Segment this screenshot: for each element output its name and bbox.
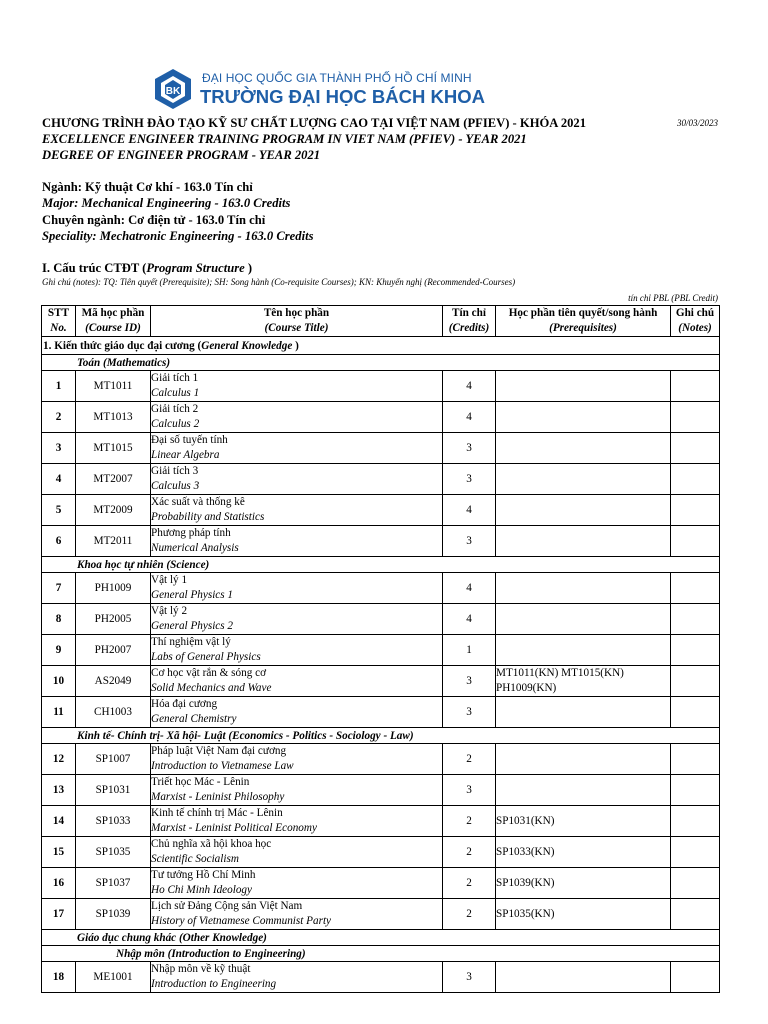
header-prereq: Học phần tiên quyết/song hành (Prerequisites) xyxy=(496,306,671,337)
course-notes xyxy=(671,837,720,868)
course-title-cell xyxy=(151,899,443,930)
course-title-en: Numerical Analysis xyxy=(151,542,239,554)
prereq-item: PH1009(KN) xyxy=(496,682,557,694)
course-title-cell xyxy=(151,744,443,775)
table-row xyxy=(42,495,720,526)
course-notes xyxy=(671,526,720,557)
course-title-vi: Phương pháp tính xyxy=(151,527,231,539)
course-notes xyxy=(671,433,720,464)
table-row xyxy=(42,573,720,604)
logo-mark-text: BK xyxy=(165,86,181,97)
course-title-vi: Xác suất và thống kê xyxy=(151,496,245,508)
category-row xyxy=(42,557,720,573)
table-row xyxy=(42,744,720,775)
course-title-en: Introduction to Engineering xyxy=(151,978,277,990)
category-cell xyxy=(42,946,720,962)
course-notes xyxy=(671,402,720,433)
course-id: CH1003 xyxy=(76,697,151,728)
course-number: 9 xyxy=(42,635,76,666)
course-number: 17 xyxy=(42,899,76,930)
category-cell xyxy=(42,728,720,744)
course-title-vi: Nhập môn về kỹ thuật xyxy=(151,963,251,975)
course-title-vi: Tư tưởng Hồ Chí Minh xyxy=(151,869,256,881)
course-title-en: Labs of General Physics xyxy=(151,651,261,663)
course-table xyxy=(41,305,720,993)
table-row xyxy=(42,433,720,464)
prereq-item: SP1031(KN) xyxy=(496,814,555,827)
course-title-en: Scientific Socialism xyxy=(151,853,239,865)
section-row xyxy=(42,337,720,355)
course-prereq xyxy=(496,744,671,775)
course-id: SP1031 xyxy=(76,775,151,806)
course-title-cell xyxy=(151,806,443,837)
course-title-cell xyxy=(151,433,443,464)
course-title-en: General Physics 2 xyxy=(151,620,234,632)
course-title-vi: Chủ nghĩa xã hội khoa học xyxy=(151,838,272,850)
table-row xyxy=(42,464,720,495)
category-label: Toán (Mathematics) xyxy=(77,356,171,369)
table-row xyxy=(42,371,720,402)
course-title-vi: Kinh tế chính trị Mác - Lênin xyxy=(151,807,283,819)
course-title-cell xyxy=(151,573,443,604)
course-title-vi: Cơ học vật rắn & sóng cơ xyxy=(151,667,266,679)
course-prereq xyxy=(496,604,671,635)
header-notes: Ghi chú (Notes) xyxy=(671,306,720,337)
course-title-vi: Pháp luật Việt Nam đại cương xyxy=(151,745,287,757)
major-vi: Ngành: Kỹ thuật Cơ khí - 163.0 Tín chỉ xyxy=(42,180,253,194)
logo-line2: TRƯỜNG ĐẠI HỌC BÁCH KHOA xyxy=(200,86,485,107)
section-label: 1. Kiến thức giáo dục đại cương (General Knowledge ) xyxy=(42,337,720,355)
table-row xyxy=(42,526,720,557)
table-header-row xyxy=(42,306,720,337)
course-title-en: Solid Mechanics and Wave xyxy=(151,682,272,694)
course-prereq xyxy=(496,775,671,806)
course-id: SP1037 xyxy=(76,868,151,899)
course-prereq xyxy=(496,635,671,666)
course-title-en: Marxist - Leninist Political Economy xyxy=(151,822,317,834)
course-notes xyxy=(671,899,720,930)
program-title-en: EXCELLENCE ENGINEER TRAINING PROGRAM IN VIET NAM (PFIEV) - YEAR 2021 xyxy=(42,132,527,146)
table-row xyxy=(42,899,720,930)
course-credits: 2 xyxy=(443,837,496,868)
course-title-cell xyxy=(151,402,443,433)
table-row xyxy=(42,868,720,899)
course-credits: 3 xyxy=(443,666,496,697)
course-prereq xyxy=(496,526,671,557)
course-id: PH2007 xyxy=(76,635,151,666)
course-title-vi: Triết học Mác - Lênin xyxy=(151,776,250,788)
course-title-cell xyxy=(151,868,443,899)
course-notes xyxy=(671,744,720,775)
header-title: Tên học phần (Course Title) xyxy=(151,306,443,337)
course-prereq xyxy=(496,495,671,526)
course-notes xyxy=(671,371,720,402)
speciality-vi: Chuyên ngành: Cơ điện tử - 163.0 Tín chỉ xyxy=(42,213,266,227)
course-title-cell xyxy=(151,837,443,868)
course-credits: 4 xyxy=(443,402,496,433)
course-id: MT2007 xyxy=(76,464,151,495)
course-title-cell xyxy=(151,371,443,402)
course-title-en: General Chemistry xyxy=(151,713,237,725)
course-number: 5 xyxy=(42,495,76,526)
course-credits: 1 xyxy=(443,635,496,666)
category-label: Nhập môn (Introduction to Engineering) xyxy=(116,947,306,960)
university-logo xyxy=(150,68,485,112)
course-title-cell xyxy=(151,635,443,666)
course-prereq xyxy=(496,837,671,868)
course-title-vi: Thí nghiệm vật lý xyxy=(151,636,231,648)
course-title-en: Ho Chi Minh Ideology xyxy=(151,884,252,896)
course-title-cell xyxy=(151,526,443,557)
table-row xyxy=(42,775,720,806)
course-prereq xyxy=(496,868,671,899)
course-title-vi: Giải tích 2 xyxy=(151,403,199,415)
course-credits: 2 xyxy=(443,744,496,775)
course-prereq xyxy=(496,464,671,495)
course-id: SP1007 xyxy=(76,744,151,775)
category-row xyxy=(42,355,720,371)
course-id: SP1033 xyxy=(76,806,151,837)
category-cell xyxy=(42,930,720,946)
course-credits: 3 xyxy=(443,697,496,728)
course-title-vi: Vật lý 1 xyxy=(151,574,188,586)
course-prereq xyxy=(496,697,671,728)
course-notes xyxy=(671,806,720,837)
course-id: MT2009 xyxy=(76,495,151,526)
header-credits: Tín chỉ (Credits) xyxy=(443,306,496,337)
course-notes xyxy=(671,573,720,604)
course-title-cell xyxy=(151,697,443,728)
table-row xyxy=(42,806,720,837)
course-number: 3 xyxy=(42,433,76,464)
course-prereq xyxy=(496,402,671,433)
hcmut-logo-icon xyxy=(150,68,196,112)
course-number: 11 xyxy=(42,697,76,728)
course-notes xyxy=(671,697,720,728)
table-row xyxy=(42,402,720,433)
course-id: SP1035 xyxy=(76,837,151,868)
course-number: 18 xyxy=(42,962,76,993)
course-title-vi: Giải tích 1 xyxy=(151,372,199,384)
course-credits: 3 xyxy=(443,775,496,806)
course-credits: 4 xyxy=(443,573,496,604)
course-title-en: General Physics 1 xyxy=(151,589,234,601)
course-number: 16 xyxy=(42,868,76,899)
course-title-cell xyxy=(151,495,443,526)
course-prereq xyxy=(496,806,671,837)
course-title-en: Linear Algebra xyxy=(151,449,220,461)
course-prereq xyxy=(496,573,671,604)
logo-line1: ĐẠI HỌC QUỐC GIA THÀNH PHỐ HỒ CHÍ MINH xyxy=(202,71,472,85)
course-title-cell xyxy=(151,666,443,697)
course-notes xyxy=(671,962,720,993)
course-credits: 3 xyxy=(443,433,496,464)
course-credits: 3 xyxy=(443,526,496,557)
prereq-item: SP1033(KN) xyxy=(496,845,555,858)
course-title-vi: Hóa đại cương xyxy=(151,698,218,710)
course-prereq xyxy=(496,371,671,402)
course-credits: 4 xyxy=(443,495,496,526)
course-title-cell xyxy=(151,604,443,635)
course-number: 1 xyxy=(42,371,76,402)
course-title-en: History of Vietnamese Communist Party xyxy=(151,915,332,927)
course-notes xyxy=(671,635,720,666)
course-credits: 3 xyxy=(443,962,496,993)
course-notes xyxy=(671,495,720,526)
speciality-en: Speciality: Mechatronic Engineering - 163.0 Credits xyxy=(42,229,314,243)
course-title-en: Introduction to Vietnamese Law xyxy=(151,760,294,772)
category-row xyxy=(42,930,720,946)
degree-title: DEGREE OF ENGINEER PROGRAM - YEAR 2021 xyxy=(42,148,321,162)
course-number: 12 xyxy=(42,744,76,775)
course-id: MT1015 xyxy=(76,433,151,464)
course-number: 2 xyxy=(42,402,76,433)
course-credits: 2 xyxy=(443,868,496,899)
course-title-en: Marxist - Leninist Philosophy xyxy=(151,791,285,803)
course-number: 13 xyxy=(42,775,76,806)
course-credits: 4 xyxy=(443,371,496,402)
course-notes xyxy=(671,604,720,635)
category-cell xyxy=(42,355,720,371)
course-id: ME1001 xyxy=(76,962,151,993)
course-title-en: Calculus 3 xyxy=(151,480,200,492)
category-label: Khoa học tự nhiên (Science) xyxy=(77,558,210,571)
course-id: MT2011 xyxy=(76,526,151,557)
prereq-item: MT1011(KN) MT1015(KN) xyxy=(496,667,624,679)
course-id: PH1009 xyxy=(76,573,151,604)
table-row xyxy=(42,962,720,993)
major-en: Major: Mechanical Engineering - 163.0 Credits xyxy=(42,196,291,210)
table-row xyxy=(42,666,720,697)
table-row xyxy=(42,697,720,728)
pbl-credit-note: tín chỉ PBL (PBL Credit) xyxy=(628,293,718,303)
course-title-en: Calculus 2 xyxy=(151,418,200,430)
course-prereq xyxy=(496,666,671,697)
category-row xyxy=(42,728,720,744)
header-stt: STT No. xyxy=(42,306,76,337)
category-label: Kinh tế- Chính trị- Xã hội- Luật (Economics - Politics - Sociology - Law) xyxy=(77,729,414,742)
course-id: PH2005 xyxy=(76,604,151,635)
course-title-en: Probability and Statistics xyxy=(151,511,265,523)
course-title-vi: Vật lý 2 xyxy=(151,605,188,617)
course-credits: 4 xyxy=(443,604,496,635)
course-prereq xyxy=(496,962,671,993)
course-title-cell xyxy=(151,962,443,993)
course-number: 15 xyxy=(42,837,76,868)
course-title-vi: Giải tích 3 xyxy=(151,465,199,477)
header-code: Mã học phần (Course ID) xyxy=(76,306,151,337)
course-title-vi: Lịch sử Đảng Cộng sản Việt Nam xyxy=(151,900,303,912)
prereq-item: SP1039(KN) xyxy=(496,876,555,889)
course-credits: 2 xyxy=(443,899,496,930)
course-id: SP1039 xyxy=(76,899,151,930)
category-row xyxy=(42,946,720,962)
program-title-vi: CHƯƠNG TRÌNH ĐÀO TẠO KỸ SƯ CHẤT LƯỢNG CAO TẠI VIỆT NAM (PFIEV) - KHÓA 2021 xyxy=(42,116,587,130)
course-notes xyxy=(671,868,720,899)
course-notes xyxy=(671,464,720,495)
notes-legend: Ghi chú (notes): TQ: Tiên quyết (Prerequisite); SH: Song hành (Co-requisite Courses); KN: Khuyến nghị (Recommended-Courses) xyxy=(42,277,516,287)
course-number: 8 xyxy=(42,604,76,635)
course-credits: 3 xyxy=(443,464,496,495)
table-row xyxy=(42,604,720,635)
course-number: 7 xyxy=(42,573,76,604)
table-row xyxy=(42,635,720,666)
course-number: 10 xyxy=(42,666,76,697)
course-title-vi: Đại số tuyến tính xyxy=(151,434,228,446)
category-cell xyxy=(42,557,720,573)
prereq-item: SP1035(KN) xyxy=(496,907,555,920)
structure-heading: I. Cấu trúc CTĐT (Program Structure ) xyxy=(42,261,253,275)
course-id: MT1011 xyxy=(76,371,151,402)
document-date: 30/03/2023 xyxy=(676,118,718,128)
course-credits: 2 xyxy=(443,806,496,837)
course-number: 4 xyxy=(42,464,76,495)
table-row xyxy=(42,837,720,868)
course-id: AS2049 xyxy=(76,666,151,697)
course-title-cell xyxy=(151,775,443,806)
course-number: 14 xyxy=(42,806,76,837)
category-label: Giáo dục chung khác (Other Knowledge) xyxy=(77,931,267,944)
course-title-cell xyxy=(151,464,443,495)
course-prereq xyxy=(496,433,671,464)
course-title-en: Calculus 1 xyxy=(151,387,200,399)
course-notes xyxy=(671,775,720,806)
course-number: 6 xyxy=(42,526,76,557)
course-id: MT1013 xyxy=(76,402,151,433)
course-prereq xyxy=(496,899,671,930)
course-notes xyxy=(671,666,720,697)
